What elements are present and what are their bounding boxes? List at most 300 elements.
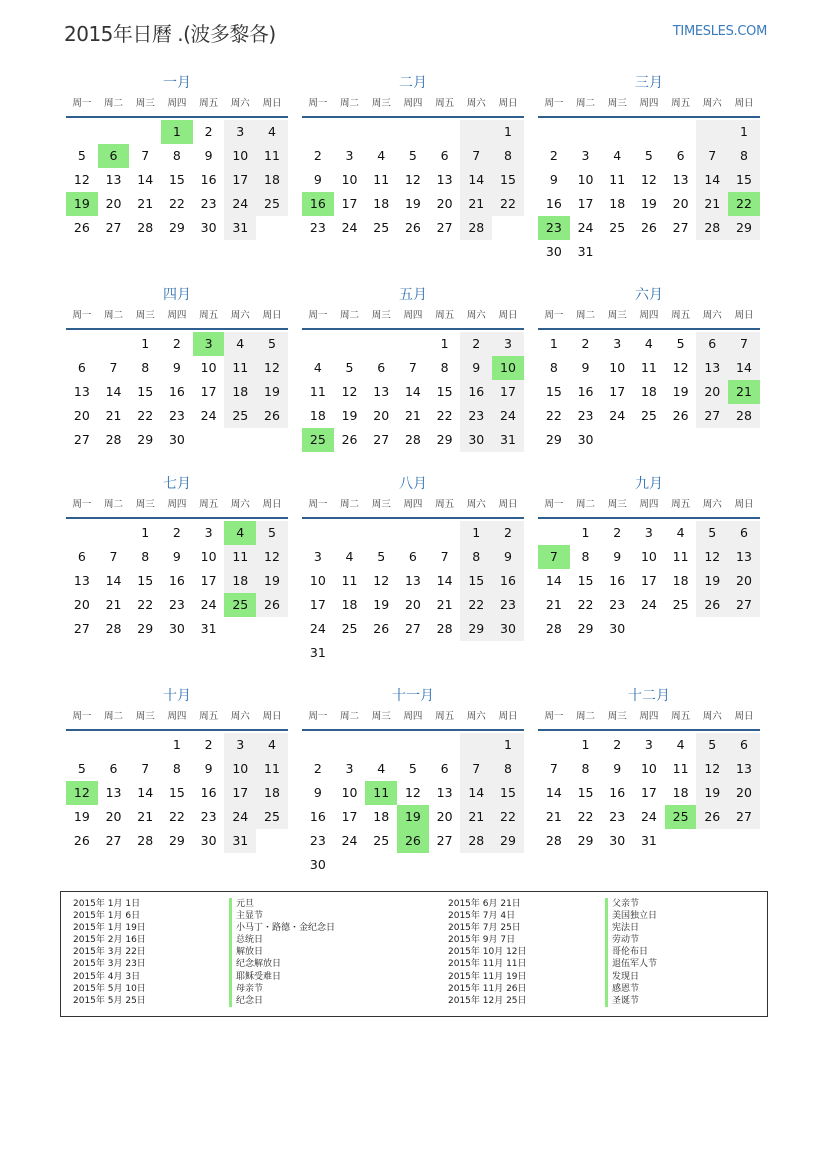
weekday-header (66, 306, 288, 330)
weekday-label: 周二 (340, 711, 360, 722)
day-cell: 27 (404, 621, 421, 636)
weekday-label: 周四 (167, 98, 187, 109)
empty-day-cell (365, 120, 397, 144)
empty-day-cell (302, 733, 334, 757)
weekday-label: 周二 (576, 310, 596, 321)
weekday-label: 周二 (104, 310, 124, 321)
weekday-label: 周五 (435, 98, 455, 109)
day-cell: 13 (73, 384, 90, 399)
empty-day-cell (429, 120, 461, 144)
weekday-label: 周六 (230, 310, 250, 321)
day-cell: 6 (408, 549, 417, 564)
empty-day-cell (429, 733, 461, 757)
weekday-label: 周五 (435, 499, 455, 510)
day-cell: 28 (137, 833, 154, 848)
day-cell: 17 (309, 597, 326, 612)
day-cell: 7 (460, 144, 492, 168)
day-cell: 28 (545, 833, 562, 848)
week-row (66, 733, 288, 757)
empty-day-cell (98, 120, 130, 144)
day-cell: 30 (200, 220, 217, 235)
day-cell: 9 (204, 148, 213, 163)
day-cell: 12 (341, 384, 358, 399)
day-cell: 15 (460, 569, 492, 593)
day-cell: 6 (728, 521, 760, 545)
day-cell: 19 (672, 384, 689, 399)
empty-day-cell (193, 428, 225, 452)
week-row (302, 428, 524, 452)
day-cell: 12 (696, 757, 728, 781)
day-cell: 12 (256, 356, 288, 380)
day-cell: 22 (577, 597, 594, 612)
day-cell: 6 (98, 144, 130, 168)
week-row (538, 733, 760, 757)
day-cell: 4 (313, 360, 322, 375)
day-cell: 20 (436, 809, 453, 824)
day-cell: 15 (577, 573, 594, 588)
day-cell: 15 (168, 172, 185, 187)
day-cell: 2 (460, 332, 492, 356)
weekday-label: 周六 (702, 98, 722, 109)
empty-day-cell (256, 216, 288, 240)
day-cell: 10 (640, 549, 657, 564)
day-cell: 18 (309, 408, 326, 423)
day-cell: 10 (577, 172, 594, 187)
day-cell: 25 (302, 428, 334, 452)
empty-day-cell (492, 216, 524, 240)
holiday-date: 2015年 5月 25日 (73, 995, 146, 1006)
month-2 (302, 72, 524, 240)
day-cell: 11 (672, 761, 689, 776)
weekday-label: 周三 (607, 98, 627, 109)
week-row (66, 168, 288, 192)
day-cell: 7 (141, 148, 150, 163)
weekday-label: 周六 (230, 499, 250, 510)
empty-day-cell (696, 428, 728, 452)
day-cell: 9 (613, 549, 622, 564)
day-cell: 17 (640, 785, 657, 800)
weekday-label: 周一 (308, 499, 328, 510)
empty-day-cell (365, 733, 397, 757)
empty-day-cell (397, 120, 429, 144)
day-cell: 13 (105, 172, 122, 187)
day-cell: 25 (256, 192, 288, 216)
week-row (66, 380, 288, 404)
day-cell: 3 (492, 332, 524, 356)
day-cell: 3 (644, 525, 653, 540)
weekday-label: 周三 (135, 310, 155, 321)
day-cell: 2 (549, 148, 558, 163)
empty-day-cell (601, 428, 633, 452)
week-row (302, 404, 524, 428)
week-row (66, 829, 288, 853)
day-cell: 20 (672, 196, 689, 211)
day-cell: 18 (640, 384, 657, 399)
day-cell: 5 (408, 148, 417, 163)
day-cell: 13 (672, 172, 689, 187)
empty-day-cell (224, 617, 256, 641)
day-cell: 20 (105, 809, 122, 824)
holiday-date: 2015年 11月 11日 (448, 959, 527, 970)
day-cell: 1 (728, 120, 760, 144)
day-cell: 3 (613, 336, 622, 351)
day-cell: 21 (728, 380, 760, 404)
day-cell: 2 (581, 336, 590, 351)
empty-day-cell (397, 853, 429, 877)
day-cell: 4 (345, 549, 354, 564)
day-cell: 12 (73, 172, 90, 187)
day-cell: 18 (224, 569, 256, 593)
weekday-label: 周一 (72, 310, 92, 321)
holiday-date: 2015年 10月 12日 (448, 947, 527, 958)
empty-day-cell (98, 332, 130, 356)
empty-day-cell (460, 641, 492, 665)
day-cell: 28 (460, 829, 492, 853)
weekday-header (66, 94, 288, 118)
weekday-label: 周日 (734, 499, 754, 510)
day-cell: 24 (341, 220, 358, 235)
day-cell: 19 (341, 408, 358, 423)
week-row (302, 617, 524, 641)
holiday-name: 耶稣受难日 (229, 971, 335, 983)
empty-day-cell (728, 240, 760, 264)
weekday-label: 周三 (371, 310, 391, 321)
weekday-label: 周三 (371, 98, 391, 109)
day-cell: 6 (77, 549, 86, 564)
day-cell: 23 (168, 597, 185, 612)
empty-day-cell (365, 641, 397, 665)
holiday-date: 2015年 1月 6日 (73, 911, 141, 922)
empty-day-cell (696, 240, 728, 264)
holiday-name: 元旦 (229, 898, 335, 910)
holiday-dates-right (448, 898, 527, 1007)
day-cell: 7 (141, 761, 150, 776)
day-cell: 20 (728, 781, 760, 805)
day-cell: 27 (373, 432, 390, 447)
holiday-name: 发现日 (605, 971, 657, 983)
week-row (538, 829, 760, 853)
day-cell: 8 (549, 360, 558, 375)
holiday-name: 小马丁・路德・金纪念日 (229, 922, 335, 934)
day-cell: 14 (105, 573, 122, 588)
day-cell: 29 (577, 833, 594, 848)
holiday-date: 2015年 7月 25日 (448, 923, 521, 934)
day-cell: 10 (341, 785, 358, 800)
weekday-label: 周一 (308, 98, 328, 109)
day-cell: 8 (141, 549, 150, 564)
empty-day-cell (633, 428, 665, 452)
day-cell: 2 (313, 148, 322, 163)
day-cell: 27 (436, 833, 453, 848)
day-cell: 17 (640, 573, 657, 588)
weekday-label: 周四 (639, 98, 659, 109)
holiday-name: 解放日 (229, 946, 335, 958)
week-row (538, 332, 760, 356)
holiday-name: 父亲节 (605, 898, 657, 910)
day-cell: 8 (460, 545, 492, 569)
day-cell: 21 (545, 809, 562, 824)
weekday-header (302, 495, 524, 519)
day-cell: 27 (672, 220, 689, 235)
day-cell: 14 (137, 785, 154, 800)
day-cell: 6 (109, 761, 118, 776)
day-cell: 30 (609, 833, 626, 848)
day-cell: 4 (613, 148, 622, 163)
day-cell: 25 (224, 593, 256, 617)
holiday-date: 2015年 11月 26日 (448, 983, 527, 994)
day-cell: 26 (640, 220, 657, 235)
month-12 (538, 685, 760, 853)
day-cell: 5 (408, 761, 417, 776)
holiday-date: 2015年 5月 10日 (73, 983, 146, 994)
week-row (538, 781, 760, 805)
month-8 (302, 473, 524, 665)
day-cell: 6 (728, 733, 760, 757)
weekday-label: 周二 (104, 499, 124, 510)
day-cell: 19 (256, 569, 288, 593)
day-cell: 27 (728, 593, 760, 617)
day-cell: 8 (172, 148, 181, 163)
day-cell: 13 (105, 785, 122, 800)
weekday-label: 周四 (639, 499, 659, 510)
day-cell: 9 (172, 360, 181, 375)
day-cell: 29 (168, 220, 185, 235)
week-row (538, 805, 760, 829)
weekday-label: 周日 (262, 499, 282, 510)
empty-day-cell (538, 733, 570, 757)
day-cell: 17 (224, 168, 256, 192)
day-cell: 1 (141, 525, 150, 540)
day-cell: 4 (224, 521, 256, 545)
weekday-label: 周六 (466, 711, 486, 722)
weekday-header (302, 94, 524, 118)
day-cell: 17 (577, 196, 594, 211)
day-cell: 14 (137, 172, 154, 187)
day-cell: 27 (436, 220, 453, 235)
week-row (302, 120, 524, 144)
day-cell: 22 (168, 809, 185, 824)
weekday-label: 周三 (607, 499, 627, 510)
day-cell: 24 (609, 408, 626, 423)
day-cell: 20 (105, 196, 122, 211)
day-cell: 11 (309, 384, 326, 399)
week-row (302, 569, 524, 593)
month-name: 二月 (399, 75, 427, 91)
day-cell: 27 (73, 621, 90, 636)
week-row (302, 829, 524, 853)
month-name: 一月 (163, 75, 191, 91)
day-cell: 21 (436, 597, 453, 612)
day-cell: 1 (172, 737, 181, 752)
day-cell: 10 (309, 573, 326, 588)
empty-day-cell (66, 332, 98, 356)
holiday-date: 2015年 1月 19日 (73, 923, 146, 934)
day-cell: 17 (609, 384, 626, 399)
weekday-label: 周五 (199, 499, 219, 510)
week-row (302, 545, 524, 569)
day-cell: 16 (492, 569, 524, 593)
empty-day-cell (66, 120, 98, 144)
weekday-label: 周二 (340, 499, 360, 510)
day-cell: 25 (341, 621, 358, 636)
day-cell: 6 (377, 360, 386, 375)
day-cell: 26 (404, 220, 421, 235)
empty-day-cell (633, 120, 665, 144)
weekday-label: 周四 (167, 499, 187, 510)
weekday-label: 周六 (230, 711, 250, 722)
day-cell: 3 (345, 148, 354, 163)
weekday-label: 周二 (340, 98, 360, 109)
day-cell: 29 (545, 432, 562, 447)
day-cell: 19 (404, 196, 421, 211)
day-cell: 8 (141, 360, 150, 375)
holiday-date: 2015年 12月 25日 (448, 995, 527, 1006)
week-row (538, 428, 760, 452)
week-row (538, 168, 760, 192)
day-cell: 28 (436, 621, 453, 636)
day-cell: 13 (373, 384, 390, 399)
week-row (66, 521, 288, 545)
empty-day-cell (665, 120, 697, 144)
weekday-label: 周四 (403, 711, 423, 722)
day-cell: 24 (309, 621, 326, 636)
week-row (302, 593, 524, 617)
day-cell: 24 (577, 220, 594, 235)
empty-day-cell (302, 332, 334, 356)
day-cell: 21 (105, 597, 122, 612)
empty-day-cell (334, 733, 366, 757)
holiday-name: 总统日 (229, 934, 335, 946)
day-cell: 12 (672, 360, 689, 375)
empty-day-cell (256, 428, 288, 452)
weekday-label: 周三 (371, 711, 391, 722)
week-row (66, 356, 288, 380)
empty-day-cell (66, 733, 98, 757)
week-row (66, 805, 288, 829)
day-cell: 25 (609, 220, 626, 235)
day-cell: 26 (696, 805, 728, 829)
day-cell: 15 (492, 781, 524, 805)
week-row (66, 120, 288, 144)
day-cell: 15 (728, 168, 760, 192)
day-cell: 7 (549, 761, 558, 776)
day-cell: 24 (640, 809, 657, 824)
day-cell: 23 (609, 597, 626, 612)
day-cell: 11 (373, 172, 390, 187)
weekday-label: 周四 (639, 711, 659, 722)
day-cell: 23 (200, 809, 217, 824)
day-cell: 14 (545, 785, 562, 800)
day-cell: 23 (577, 408, 594, 423)
week-row (302, 853, 524, 877)
day-cell: 24 (224, 192, 256, 216)
month-name: 十月 (163, 688, 191, 704)
page-title: 2015年日曆 .(波多黎各) (64, 22, 276, 46)
day-cell: 21 (137, 196, 154, 211)
day-cell: 23 (492, 593, 524, 617)
weekday-label: 周五 (435, 711, 455, 722)
empty-day-cell (429, 521, 461, 545)
day-cell: 29 (460, 617, 492, 641)
week-row (538, 144, 760, 168)
weekday-header (302, 707, 524, 731)
day-cell: 20 (404, 597, 421, 612)
day-cell: 30 (200, 833, 217, 848)
day-cell: 3 (345, 761, 354, 776)
empty-day-cell (397, 641, 429, 665)
empty-day-cell (728, 829, 760, 853)
day-cell: 21 (137, 809, 154, 824)
weekday-label: 周六 (702, 310, 722, 321)
weekday-label: 周六 (466, 98, 486, 109)
day-cell: 27 (728, 805, 760, 829)
day-cell: 22 (492, 805, 524, 829)
day-cell: 25 (672, 597, 689, 612)
week-row (302, 192, 524, 216)
empty-day-cell (429, 853, 461, 877)
day-cell: 24 (200, 597, 217, 612)
day-cell: 29 (137, 621, 154, 636)
day-cell: 14 (696, 168, 728, 192)
day-cell: 21 (105, 408, 122, 423)
day-cell: 13 (696, 356, 728, 380)
day-cell: 4 (676, 737, 685, 752)
empty-day-cell (492, 853, 524, 877)
weekday-label: 周五 (199, 98, 219, 109)
day-cell: 12 (373, 573, 390, 588)
day-cell: 19 (696, 781, 728, 805)
day-cell: 14 (436, 573, 453, 588)
day-cell: 3 (313, 549, 322, 564)
day-cell: 15 (492, 168, 524, 192)
day-cell: 18 (373, 809, 390, 824)
empty-day-cell (601, 240, 633, 264)
day-cell: 1 (581, 525, 590, 540)
empty-day-cell (492, 641, 524, 665)
holiday-name: 主显节 (229, 910, 335, 922)
empty-day-cell (429, 641, 461, 665)
day-cell: 4 (224, 332, 256, 356)
day-cell: 11 (609, 172, 626, 187)
day-cell: 19 (66, 192, 98, 216)
day-cell: 13 (728, 757, 760, 781)
weekday-header (538, 94, 760, 118)
week-row (66, 192, 288, 216)
day-cell: 3 (581, 148, 590, 163)
day-cell: 28 (545, 621, 562, 636)
day-cell: 26 (373, 621, 390, 636)
day-cell: 5 (644, 148, 653, 163)
day-cell: 23 (168, 408, 185, 423)
day-cell: 30 (492, 617, 524, 641)
day-cell: 28 (105, 432, 122, 447)
holiday-date: 2015年 1月 1日 (73, 899, 141, 909)
day-cell: 10 (224, 757, 256, 781)
day-cell: 9 (313, 785, 322, 800)
day-cell: 13 (73, 573, 90, 588)
day-cell: 29 (728, 216, 760, 240)
week-row (538, 569, 760, 593)
day-cell: 30 (309, 857, 326, 872)
day-cell: 14 (404, 384, 421, 399)
weekday-label: 周一 (308, 310, 328, 321)
day-cell: 9 (549, 172, 558, 187)
day-cell: 1 (492, 733, 524, 757)
brand-link[interactable]: TIMESLES.COM (672, 24, 767, 39)
day-cell: 17 (492, 380, 524, 404)
day-cell: 7 (408, 360, 417, 375)
day-cell: 16 (460, 380, 492, 404)
